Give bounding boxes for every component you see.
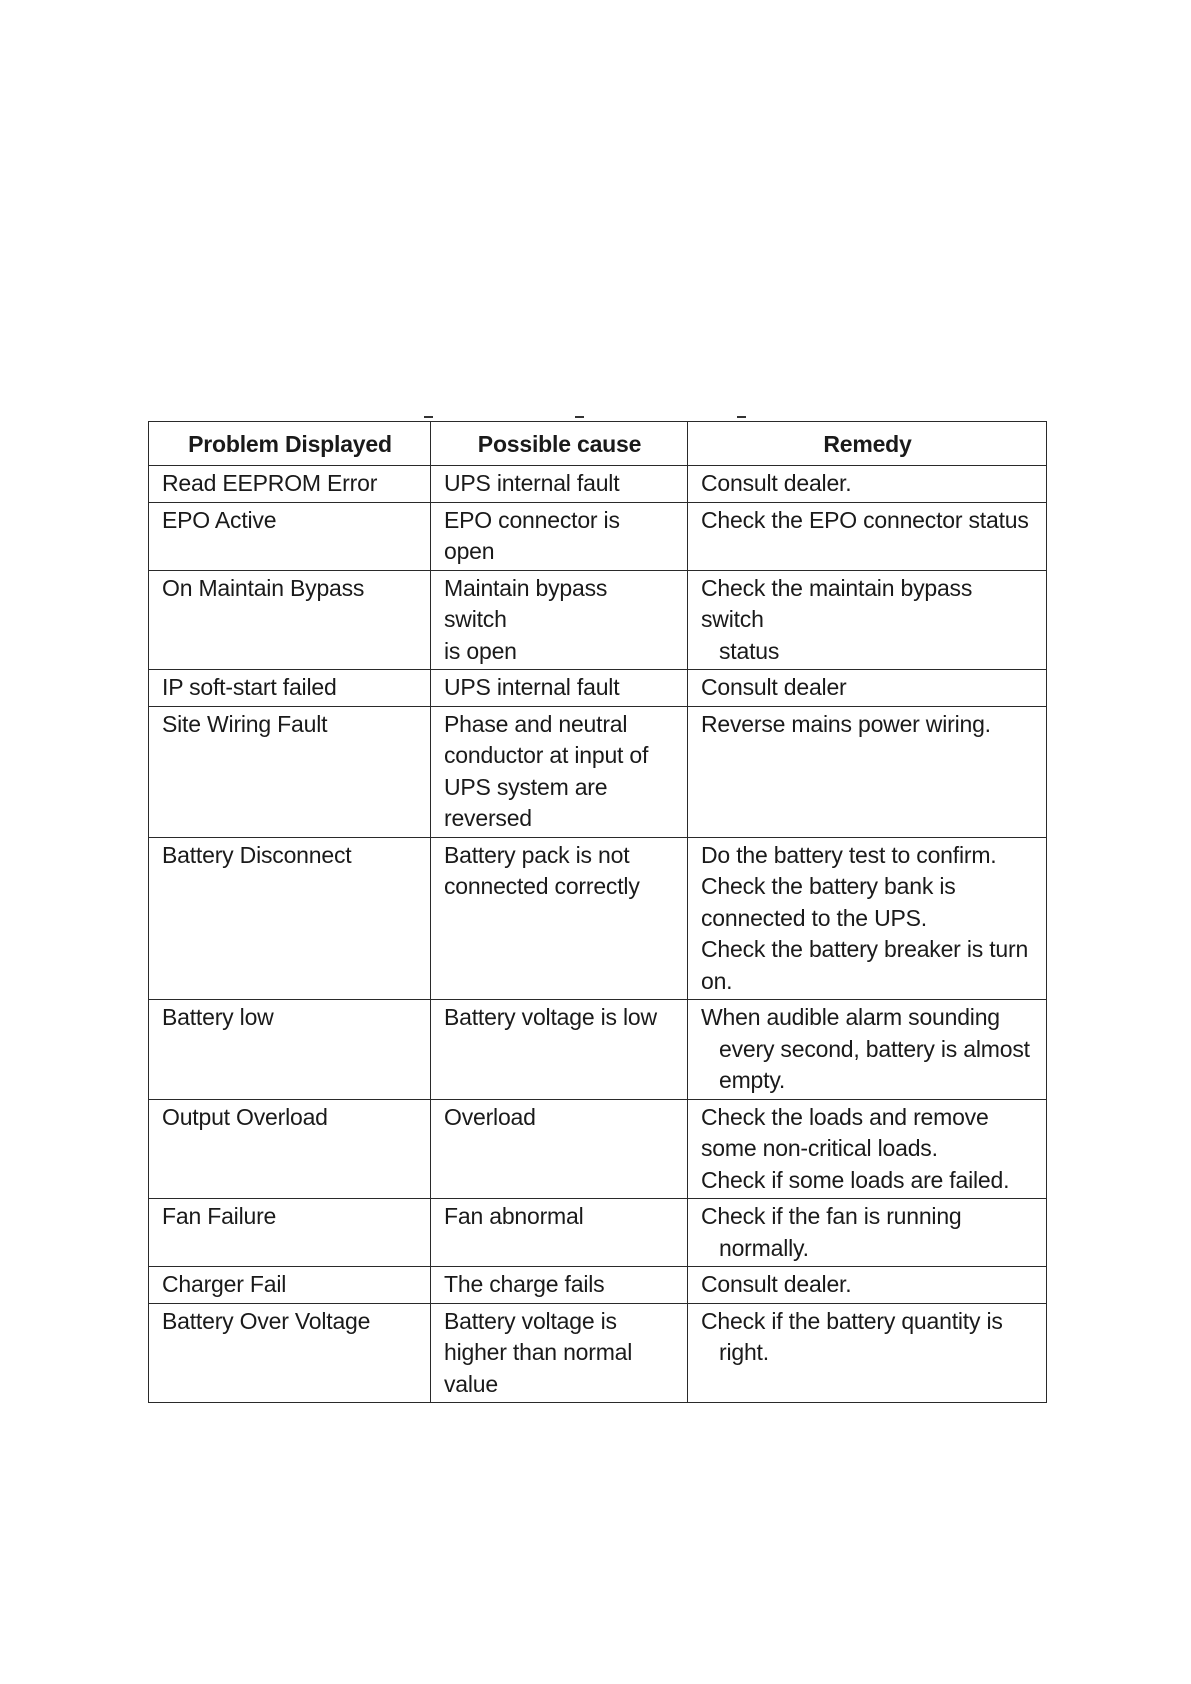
table-row bbox=[149, 1267, 1047, 1304]
remedy-cell bbox=[688, 570, 1047, 670]
cause-line: Battery pack is not bbox=[444, 841, 630, 868]
cause-cell bbox=[431, 466, 688, 503]
table-row bbox=[149, 570, 1047, 670]
table-row bbox=[149, 670, 1047, 707]
remedy-line: Reverse mains power wiring. bbox=[701, 710, 991, 737]
remedy-line: normally. bbox=[719, 1234, 809, 1261]
cause-cell bbox=[431, 1000, 688, 1100]
remedy-cell bbox=[688, 1000, 1047, 1100]
cause-cell bbox=[431, 1303, 688, 1403]
cause-line: The charge fails bbox=[444, 1271, 605, 1297]
problem-text: On Maintain Bypass bbox=[162, 574, 365, 601]
cause-cell bbox=[431, 570, 688, 670]
cut-mark bbox=[424, 416, 433, 418]
remedy-line: right. bbox=[719, 1339, 769, 1365]
remedy-line: Check the maintain bypass switch bbox=[701, 574, 973, 632]
cause-cell bbox=[431, 1099, 688, 1199]
remedy-cell bbox=[688, 670, 1047, 707]
header-problem-displayed: Problem Displayed bbox=[149, 422, 431, 466]
remedy-cell bbox=[688, 466, 1047, 503]
remedy-line: Check if some loads are failed. bbox=[701, 1166, 1010, 1193]
table-row bbox=[149, 706, 1047, 837]
remedy-line: Check if the battery quantity is bbox=[701, 1307, 1003, 1334]
problem-text: Battery low bbox=[162, 1004, 274, 1030]
remedy-line: Check if the fan is running bbox=[701, 1203, 962, 1229]
table-body bbox=[149, 466, 1047, 1403]
remedy-line: Check the EPO connector status bbox=[701, 506, 1029, 533]
remedy-line: Consult dealer. bbox=[701, 470, 852, 496]
cause-line: UPS system are bbox=[444, 773, 608, 800]
remedy-line: some non-critical loads. bbox=[701, 1135, 938, 1161]
problem-text: Battery Disconnect bbox=[162, 841, 352, 868]
remedy-cell bbox=[688, 502, 1047, 570]
problem-text: Site Wiring Fault bbox=[162, 710, 328, 737]
cause-line: conductor at input of bbox=[444, 742, 649, 768]
cause-cell bbox=[431, 1199, 688, 1267]
cause-line: UPS internal fault bbox=[444, 674, 620, 700]
remedy-line: status bbox=[719, 637, 780, 664]
cause-cell bbox=[431, 837, 688, 1000]
cause-line: Fan abnormal bbox=[444, 1203, 584, 1229]
remedy-line: Check the battery breaker is turn bbox=[701, 936, 1029, 962]
table-row bbox=[149, 466, 1047, 503]
table-row bbox=[149, 1099, 1047, 1199]
table-row bbox=[149, 1303, 1047, 1403]
problem-cell bbox=[149, 466, 431, 503]
problem-cell bbox=[149, 670, 431, 707]
problem-text: IP soft-start failed bbox=[162, 674, 337, 700]
cause-line: Maintain bypass switch bbox=[444, 574, 608, 632]
problem-cell bbox=[149, 1267, 431, 1304]
cut-mark bbox=[575, 416, 584, 418]
remedy-cell bbox=[688, 837, 1047, 1000]
problem-text: EPO Active bbox=[162, 506, 277, 533]
top-cut-marks bbox=[148, 416, 1048, 420]
remedy-cell bbox=[688, 1099, 1047, 1199]
cause-line: Overload bbox=[444, 1103, 536, 1130]
cause-line: reversed bbox=[444, 805, 532, 831]
cause-line: connected correctly bbox=[444, 873, 640, 899]
table-header-row bbox=[149, 422, 1047, 466]
remedy-line: Check the loads and remove bbox=[701, 1103, 989, 1130]
header-remedy: Remedy bbox=[688, 422, 1047, 466]
cause-line: EPO connector is open bbox=[444, 506, 620, 564]
remedy-line: every second, battery is almost bbox=[719, 1035, 1030, 1062]
cause-cell bbox=[431, 670, 688, 707]
troubleshooting-table bbox=[148, 421, 1047, 1403]
problem-text: Fan Failure bbox=[162, 1203, 277, 1229]
header-possible-cause: Possible cause bbox=[431, 422, 688, 466]
cause-line: Battery voltage is low bbox=[444, 1004, 657, 1030]
problem-cell bbox=[149, 1199, 431, 1267]
problem-cell bbox=[149, 1099, 431, 1199]
problem-text: Output Overload bbox=[162, 1103, 328, 1130]
remedy-line: Check the battery bank is bbox=[701, 873, 956, 899]
remedy-line: Consult dealer. bbox=[701, 1271, 852, 1297]
remedy-line: connected to the UPS. bbox=[701, 904, 927, 931]
cause-line: Phase and neutral bbox=[444, 710, 628, 737]
cause-line: value bbox=[444, 1370, 498, 1397]
cut-mark bbox=[737, 416, 746, 418]
remedy-cell bbox=[688, 1303, 1047, 1403]
problem-cell bbox=[149, 570, 431, 670]
remedy-line: When audible alarm sounding bbox=[701, 1004, 1000, 1030]
cause-line: is open bbox=[444, 637, 517, 664]
cause-line: Battery voltage is bbox=[444, 1307, 617, 1334]
problem-cell bbox=[149, 706, 431, 837]
table-row bbox=[149, 837, 1047, 1000]
cause-line: higher than normal bbox=[444, 1339, 633, 1365]
remedy-line: empty. bbox=[719, 1067, 786, 1093]
remedy-line: Do the battery test to confirm. bbox=[701, 841, 997, 868]
problem-text: Read EEPROM Error bbox=[162, 470, 378, 496]
remedy-cell bbox=[688, 706, 1047, 837]
problem-cell bbox=[149, 837, 431, 1000]
cause-cell bbox=[431, 502, 688, 570]
problem-cell bbox=[149, 502, 431, 570]
table-row bbox=[149, 1199, 1047, 1267]
table-row bbox=[149, 1000, 1047, 1100]
problem-text: Battery Over Voltage bbox=[162, 1307, 371, 1334]
cause-cell bbox=[431, 1267, 688, 1304]
problem-text: Charger Fail bbox=[162, 1271, 287, 1297]
problem-cell bbox=[149, 1000, 431, 1100]
remedy-cell bbox=[688, 1199, 1047, 1267]
problem-cell bbox=[149, 1303, 431, 1403]
table-row bbox=[149, 502, 1047, 570]
cause-line: UPS internal fault bbox=[444, 470, 620, 496]
remedy-line: Consult dealer bbox=[701, 674, 847, 700]
remedy-line: on. bbox=[701, 967, 733, 994]
cause-cell bbox=[431, 706, 688, 837]
remedy-cell bbox=[688, 1267, 1047, 1304]
